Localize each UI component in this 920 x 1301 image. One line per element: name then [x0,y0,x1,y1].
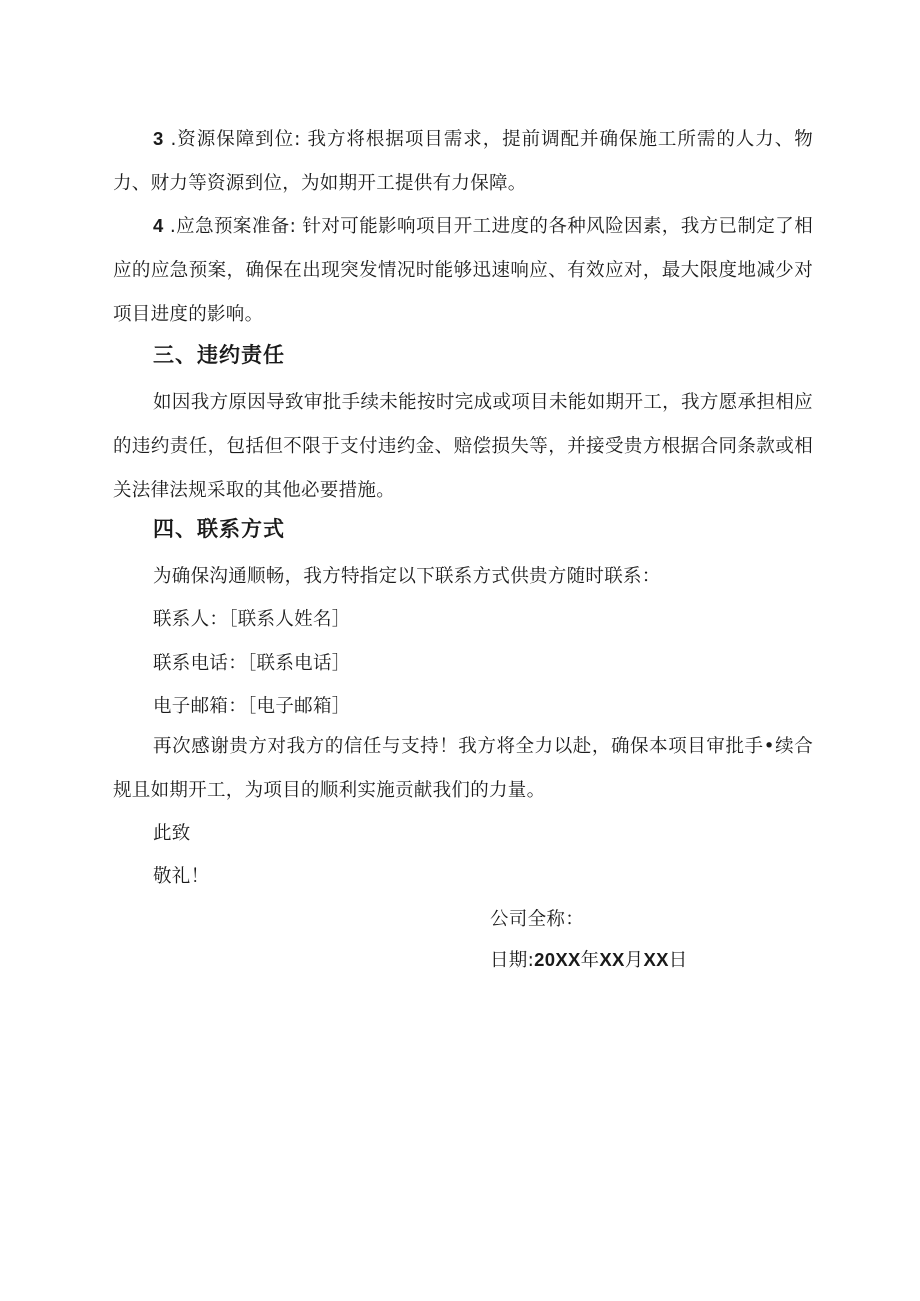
salutation-jing-li: 敬礼！ [153,866,210,887]
breach-paragraph: 如因我方原因导致审批手续未能按时完成或项目未能如期开工，我方愿承担相应的违约责任，包括但不限于支付违约金、赔偿损失等，并接受贵方根据合同条款或相关法律法规采取的其他必要措施。 [113,392,813,501]
section-heading-breach: 三、违约责任 [153,343,285,367]
item-3-number: 3 [153,128,164,149]
date-day: XX [643,949,669,970]
date-month-unit: 月 [624,950,644,971]
item-4-text: .应急预案准备: 针对可能影响项目开工进度的各种风险因素，我方已制定了相应的应急预案，确保在出现突发情况时能够迅速响应、有效应对，最大限度地减少对项目进度的影响。 [113,216,813,325]
date-year-unit: 年 [580,950,600,971]
item-4-paragraph [113,204,813,337]
contact-phone: 联系电话：［联系电话］ [153,653,351,674]
date-label: 日期: [490,950,535,971]
contact-intro: 为确保沟通顺畅，我方特指定以下联系方式供贵方随时联系： [153,566,661,587]
date-year: 20XX [534,949,581,970]
item-3-paragraph [113,117,813,206]
date-day-unit: 日 [668,950,688,971]
thanks-paragraph: 再次感谢贵方对我方的信任与支持！我方将全力以赴，确保本项目审批手•续合规且如期开工，为项目的顺利实施贡献我们的力量。 [113,736,813,801]
item-4-number: 4 [153,215,164,236]
date-month: XX [599,949,625,970]
company-name-label: 公司全称： [490,909,585,930]
contact-email: 电子邮箱：［电子邮箱］ [153,696,351,717]
item-3-text: .资源保障到位: 我方将根据项目需求，提前调配并确保施工所需的人力、物力、财力等资源到位，为如期开工提供有力保障。 [113,129,813,194]
section-heading-contact: 四、联系方式 [153,517,285,541]
date-line [490,946,688,972]
salutation-ci-zhi: 此致 [153,823,191,844]
contact-person: 联系人：［联系人姓名］ [153,609,351,630]
